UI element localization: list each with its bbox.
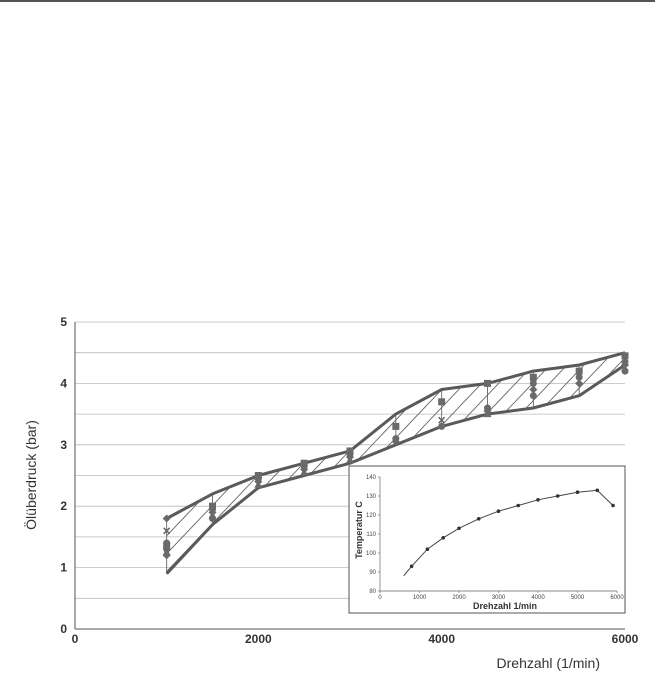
hatch-line <box>637 302 655 649</box>
data-point-circle <box>209 515 216 522</box>
temperature-point <box>457 527 461 531</box>
temperature-point <box>595 489 599 493</box>
inset-x-tick-label: 6000 <box>610 595 624 601</box>
temperature-point <box>576 490 580 494</box>
inset-x-tick-label: 3000 <box>491 595 506 601</box>
y-tick-label: 3 <box>60 437 67 452</box>
hatch-line <box>0 302 83 649</box>
temperature-inset <box>349 466 625 613</box>
inset-y-tick-label: 100 <box>365 551 376 557</box>
y-tick-label: 2 <box>60 499 67 514</box>
data-point-circle <box>530 392 537 399</box>
temperature-point <box>497 509 501 513</box>
temperature-point <box>410 565 414 569</box>
data-point-square <box>576 368 583 375</box>
x-tick-label: 4000 <box>428 632 456 646</box>
temperature-point <box>536 498 540 502</box>
data-point-circle <box>438 423 445 430</box>
inset-y-tick-label: 140 <box>365 475 376 481</box>
x-axis-label: Drehzahl (1/min) <box>496 655 600 671</box>
data-point-diamond <box>575 379 583 387</box>
temperature-point <box>556 494 560 498</box>
inset-y-tick-label: 80 <box>369 589 376 595</box>
inset-y-tick-label: 110 <box>366 532 376 538</box>
temperature-point <box>477 517 481 521</box>
data-point-square <box>530 374 537 381</box>
inset-x-tick-label: 4000 <box>531 595 545 601</box>
data-point-square <box>484 380 491 387</box>
x-tick-label: 0 <box>71 632 79 646</box>
inset-x-tick-label: 1000 <box>412 595 427 601</box>
inset-x-tick-label: 5000 <box>570 595 585 601</box>
inset-y-tick-label: 130 <box>365 494 376 500</box>
inset-x-tick-label: 0 <box>378 595 382 601</box>
data-point-square <box>438 398 445 405</box>
inset-x-tick-label: 2000 <box>452 595 466 601</box>
data-point-diamond <box>163 551 171 559</box>
y-tick-label: 0 <box>60 622 67 636</box>
temperature-point <box>516 504 520 508</box>
y-tick-label: 5 <box>60 315 67 329</box>
inset-y-tick-label: 90 <box>369 570 376 576</box>
temperature-point <box>611 504 615 508</box>
data-point-circle <box>622 368 629 375</box>
inset-x-axis-label: Drehzahl 1/min <box>472 601 538 611</box>
inset-y-tick-label: 120 <box>365 513 376 519</box>
x-tick-label: 6000 <box>611 632 639 646</box>
hatch-line <box>0 302 15 649</box>
temperature-point <box>441 536 445 540</box>
y-tick-label: 1 <box>60 560 67 575</box>
y-tick-label: 4 <box>60 376 67 391</box>
y-axis-label: Ölüberdruck (bar) <box>23 420 39 530</box>
data-point-square <box>392 423 399 430</box>
temperature-point <box>426 547 430 551</box>
inset-y-axis-label: Temperatur C <box>354 501 364 559</box>
data-point-square <box>622 352 629 359</box>
x-tick-label: 2000 <box>244 632 272 646</box>
